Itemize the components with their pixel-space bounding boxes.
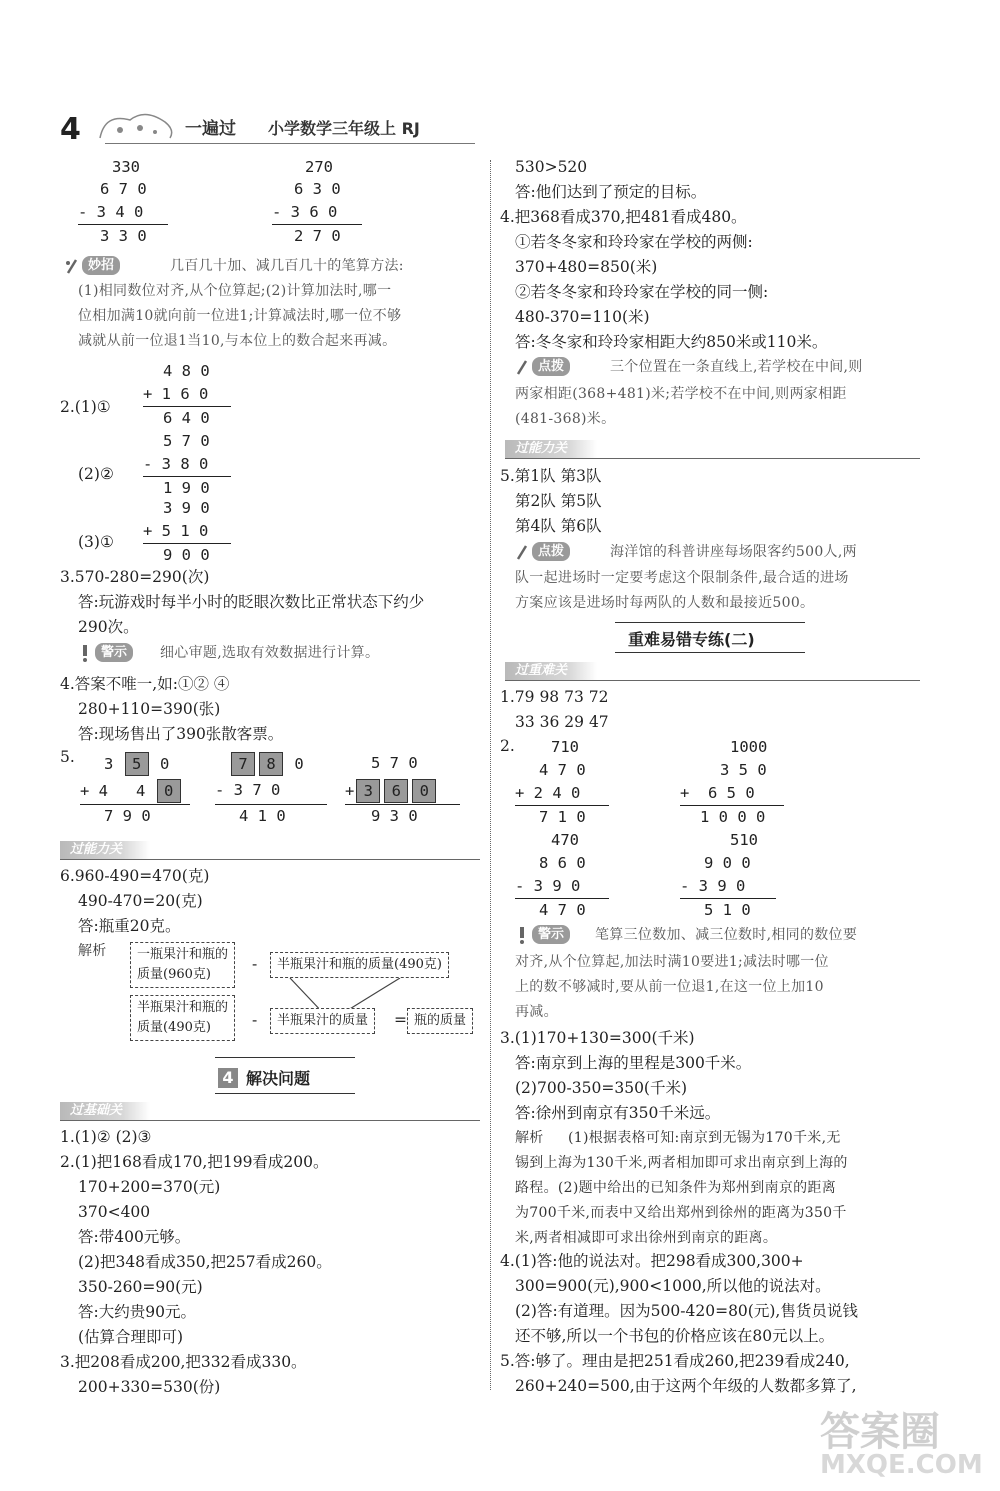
s3-line: 3.把208看成200,把332看成330。 — [60, 1353, 307, 1371]
e4-line: (2)答:有道理。因为500-420=80(元),售货员说钱 — [515, 1302, 858, 1320]
filled-box: 3 — [356, 779, 380, 803]
s2-line: (估算合理即可) — [78, 1328, 184, 1346]
s2-line: 答:带400元够。 — [78, 1228, 191, 1246]
q4-line: 280+110=390(张) — [78, 700, 221, 718]
e5-line: 5.答:够了。理由是把251看成260,把239看成240, — [500, 1352, 850, 1370]
digit: 3 — [104, 755, 114, 773]
tip-jingshi-tag — [78, 643, 133, 662]
tip-label: 妙招 — [82, 256, 120, 275]
s3-line: 200+330=530(份) — [78, 1378, 221, 1396]
q5-calc-a — [80, 752, 190, 828]
diagram-box-half-juice: 半瓶果汁的质量 — [270, 1008, 375, 1034]
e4-line: 300=900(元),900<1000,所以他的说法对。 — [515, 1277, 831, 1295]
q6-line: 490-470=20(克) — [78, 892, 203, 910]
tip-text: 队一起进场时一定要考虑这个限制条件,最合适的进场 — [515, 570, 849, 586]
s2-line: (2)把348看成350,把257看成260。 — [78, 1253, 332, 1271]
q6-line: 6.960-490=470(克) — [60, 867, 210, 885]
section-number: 4 — [218, 1068, 238, 1088]
calc-row: 2 7 0 — [294, 227, 341, 245]
q2-label-2: (2)② — [78, 465, 114, 483]
calc-row: 3 5 0 — [720, 761, 767, 779]
header-underline — [105, 143, 475, 144]
page-number: 4 — [60, 112, 81, 147]
e2-calc-d — [680, 829, 776, 922]
e5-line: 260+240=500,由于这两个年级的人数都多算了, — [515, 1377, 857, 1395]
e2-calc-c — [515, 829, 609, 922]
calc-row: 710 — [551, 738, 579, 756]
e4-line: 4.(1)答:他的说法对。把298看成300,300+ — [500, 1252, 804, 1270]
q2-calc2 — [143, 430, 231, 500]
tip-label: 点拨 — [532, 357, 570, 376]
s2-line: 2.(1)把168看成170,把199看成200。 — [60, 1153, 329, 1171]
q4-line: 4.答案不唯一,如:①② ④ — [60, 675, 230, 693]
header-cloud-decoration — [95, 108, 175, 144]
section-title: 解决问题 — [246, 1069, 311, 1088]
calc-row: 470 — [551, 831, 579, 849]
analysis-text: (1)根据表格可知:南京到无锡为170千米,无 — [568, 1130, 841, 1146]
calc1-a — [78, 178, 168, 248]
calc-row: - 3 8 0 — [143, 455, 209, 473]
calc-row: 9 3 0 — [371, 807, 418, 825]
section-title-rule — [615, 652, 805, 653]
q2-calc3 — [143, 497, 231, 567]
r4-line: 480-370=110(米) — [515, 308, 650, 326]
e2-calc-b — [680, 736, 784, 829]
q2-label-1: 2.(1)① — [60, 398, 111, 416]
filled-box: 7 — [231, 752, 255, 776]
calc-row: + 6 5 0 — [680, 784, 755, 802]
digit: + 4 — [80, 782, 108, 800]
minus-sign: - — [252, 1011, 258, 1029]
tip-text: (1)相同数位对齐,从个位算起;(2)计算加法时,哪一 — [78, 283, 392, 299]
calc-row: + 1 6 0 — [143, 385, 209, 403]
section-banner: 过重难关 — [505, 662, 597, 680]
s2-line: 170+200=370(元) — [78, 1178, 221, 1196]
tip-text: 三个位置在一条直线上,若学校在中间,则 — [610, 359, 863, 375]
calc-row: 4 1 0 — [239, 807, 286, 825]
calc-row: 5 7 0 — [163, 432, 210, 450]
tip-text: 上的数不够减时,要从前一位退1,在这一位上加10 — [515, 979, 824, 995]
e3-line: (2)700-350=350(千米) — [515, 1079, 688, 1097]
pencil-icon — [515, 358, 529, 376]
e2-calc-a — [515, 736, 609, 829]
filled-box: 8 — [259, 752, 283, 776]
box-line: 质量(960克) — [137, 967, 211, 982]
watermark-logo: 答案圈 — [820, 1409, 940, 1455]
box-line: 半瓶果汁和瓶的 — [137, 1000, 229, 1015]
filled-box: 0 — [412, 779, 436, 803]
section-title-rule — [215, 1093, 355, 1094]
calc-row: 4 7 0 — [539, 761, 586, 779]
section-banner: 过能力关 — [60, 841, 150, 859]
calc-row: 7 1 0 — [539, 808, 586, 826]
calc-row: 9 0 0 — [163, 546, 210, 564]
calc-row: - 3 4 0 — [78, 203, 144, 221]
q5-calc-c — [345, 752, 460, 828]
tip-label: 警示 — [95, 643, 133, 662]
r4-line: ②若冬冬家和玲玲家在学校的同一侧: — [515, 283, 769, 301]
digit: + — [345, 782, 355, 800]
s2-line: 答:大约贵90元。 — [78, 1303, 196, 1321]
q2-label-3: (3)① — [78, 533, 114, 551]
column-divider — [490, 160, 491, 1390]
q2-calc1 — [143, 360, 231, 430]
calc-row: + 5 1 0 — [143, 522, 209, 540]
exclamation-icon — [78, 644, 92, 662]
tip-text: 再减。 — [515, 1004, 558, 1020]
e3-line: 答:徐州到南京有350千米远。 — [515, 1104, 721, 1122]
analysis-text: 锡到上海为130千米,两者相加即可求出南京到上海的 — [515, 1155, 848, 1171]
digit: 4 — [136, 782, 146, 800]
book-title: 小学数学三年级上 RJ — [268, 119, 420, 138]
pencil-icon — [515, 543, 529, 561]
calc-row: - 3 7 0 — [215, 781, 281, 799]
calc-row: 5 7 0 — [371, 754, 418, 772]
s2-line: 370<400 — [78, 1203, 151, 1221]
q3-line: 290次。 — [78, 618, 139, 636]
diagram-box-full-bottle — [130, 942, 235, 988]
diagram-box-half-bottle-2 — [130, 995, 235, 1041]
calc-row: 510 — [730, 831, 758, 849]
e1-line: 1.79 98 73 72 — [500, 688, 609, 706]
diagram-box-bottle: 瓶的质量 — [407, 1008, 473, 1034]
s2-line: 350-260=90(元) — [78, 1278, 203, 1296]
calc-row: 6 4 0 — [163, 409, 210, 427]
tip-label: 点拨 — [532, 542, 570, 561]
calc-row: 1 9 0 — [163, 479, 210, 497]
banner-underline — [505, 458, 920, 459]
q5-calc-b — [215, 752, 327, 828]
calc-row: 3 9 0 — [163, 499, 210, 517]
analysis-text: 为700千米,而表中又给出郑州到徐州的距离为350千 — [515, 1205, 847, 1221]
banner-underline — [60, 859, 480, 860]
section-banner: 过能力关 — [505, 440, 597, 458]
section-banner: 过基础关 — [60, 1102, 150, 1120]
diagram-box-half-bottle: 半瓶果汁和瓶的质量(490克) — [270, 952, 449, 978]
r5-line: 第2队 第5队 — [515, 492, 602, 510]
q3-line: 3.570-280=290(次) — [60, 568, 210, 586]
r4-line: ①若冬冬家和玲玲家在学校的两侧: — [515, 233, 753, 251]
calc-row: - 3 9 0 — [515, 877, 581, 895]
equals-sign: = — [394, 1011, 407, 1029]
calc-row: 8 6 0 — [539, 854, 586, 872]
tip-text: 对齐,从个位算起,加法时满10要进1;减法时哪一位 — [515, 954, 829, 970]
tip-text: 细心审题,选取有效数据进行计算。 — [160, 645, 380, 661]
watermark-url: MXQE.COM — [820, 1450, 983, 1480]
q4-line: 答:现场售出了390张散客票。 — [78, 725, 284, 743]
q5-label: 5. — [60, 748, 75, 766]
s1-line: 1.(1)② (2)③ — [60, 1128, 152, 1146]
e4-line: 还不够,所以一个书包的价格应该在80元以上。 — [515, 1327, 835, 1345]
minus-sign: - — [252, 955, 258, 973]
calc-row: 6 7 0 — [100, 180, 147, 198]
banner-underline — [60, 1120, 480, 1121]
series-logo: 一遍过 — [185, 119, 236, 139]
calc-row: 5 1 0 — [704, 901, 751, 919]
box-line: 一瓶果汁和瓶的 — [137, 947, 229, 962]
tip-text: 方案应该是进场时每两队的人数和最接近500。 — [515, 595, 815, 611]
e3-line: 3.(1)170+130=300(千米) — [500, 1029, 695, 1047]
calc-row: 1000 — [730, 738, 768, 756]
analysis-text: 路程。(2)题中给出的已知条件为郑州到南京的距离 — [515, 1180, 837, 1196]
tip-miaozhao-tag — [65, 256, 120, 275]
tip-text: 几百几十加、减几百几十的笔算方法: — [170, 258, 404, 274]
analysis-label: 解析 — [78, 943, 107, 959]
calc-row: 3 3 0 — [100, 227, 147, 245]
analysis-label: 解析 — [515, 1130, 544, 1146]
section-title-rule — [615, 622, 805, 623]
r4-line: 答:冬冬家和玲玲家相距大约850米或110米。 — [515, 333, 828, 351]
r4-line: 4.把368看成370,把481看成480。 — [500, 208, 747, 226]
e1-line: 33 36 29 47 — [515, 713, 609, 731]
tip-text: 笔算三位数加、减三位数时,相同的数位要 — [595, 927, 858, 943]
section-title: 重难易错专练(二) — [628, 630, 755, 649]
tip-text: (481-368)米。 — [515, 411, 616, 427]
r4-line: 370+480=850(米) — [515, 258, 658, 276]
filled-box: 5 — [125, 752, 149, 776]
calc-row: + 2 4 0 — [515, 784, 581, 802]
calc-row: 6 3 0 — [294, 180, 341, 198]
filled-box: 6 — [384, 779, 408, 803]
banner-underline — [505, 680, 920, 681]
calc-row: 1 0 0 0 — [700, 808, 766, 826]
pencil-icon — [65, 257, 79, 275]
tip-text: 海洋馆的科普讲座每场限客约500人,两 — [610, 544, 857, 560]
tip-dianbo-tag — [515, 357, 570, 376]
analysis-text: 米,两者相减即可求出徐州到南京的距离。 — [515, 1230, 778, 1246]
section-title-rule — [215, 1057, 355, 1058]
e3-line: 答:南京到上海的里程是300千米。 — [515, 1054, 752, 1072]
digit: 0 — [294, 755, 304, 773]
q3-line: 答:玩游戏时每半小时的眨眼次数比正常状态下约少 — [78, 593, 425, 611]
calc1-top-b: 270 — [305, 158, 333, 176]
calc-row: 9 0 0 — [704, 854, 751, 872]
calc-row: - 3 9 0 — [680, 877, 746, 895]
box-line: 质量(490克) — [137, 1020, 211, 1035]
r5-line: 5.第1队 第3队 — [500, 467, 602, 485]
calc-row: 4 7 0 — [539, 901, 586, 919]
calc1-b — [272, 178, 362, 248]
r1-line: 530>520 — [515, 158, 588, 176]
tip-label: 警示 — [532, 925, 570, 944]
calc-row: 7 9 0 — [104, 807, 151, 825]
q6-line: 答:瓶重20克。 — [78, 917, 181, 935]
tip-text: 减就从前一位退1当10,与本位上的数合起来再减。 — [78, 333, 397, 349]
tip-dianbo-tag — [515, 542, 570, 561]
exclamation-icon — [515, 926, 529, 944]
r5-line: 第4队 第6队 — [515, 517, 602, 535]
e2-label: 2. — [500, 737, 515, 755]
calc1-top-a: 330 — [112, 158, 140, 176]
digit: 0 — [160, 755, 170, 773]
tip-text: 位相加满10就向前一位进1;计算减法时,哪一位不够 — [78, 308, 402, 324]
filled-box: 0 — [157, 779, 181, 803]
tip-jingshi-tag — [515, 925, 570, 944]
r1-line: 答:他们达到了预定的目标。 — [515, 183, 707, 201]
tip-text: 两家相距(368+481)米;若学校不在中间,则两家相距 — [515, 386, 847, 402]
calc-row: 4 8 0 — [163, 362, 210, 380]
calc-row: - 3 6 0 — [272, 203, 338, 221]
